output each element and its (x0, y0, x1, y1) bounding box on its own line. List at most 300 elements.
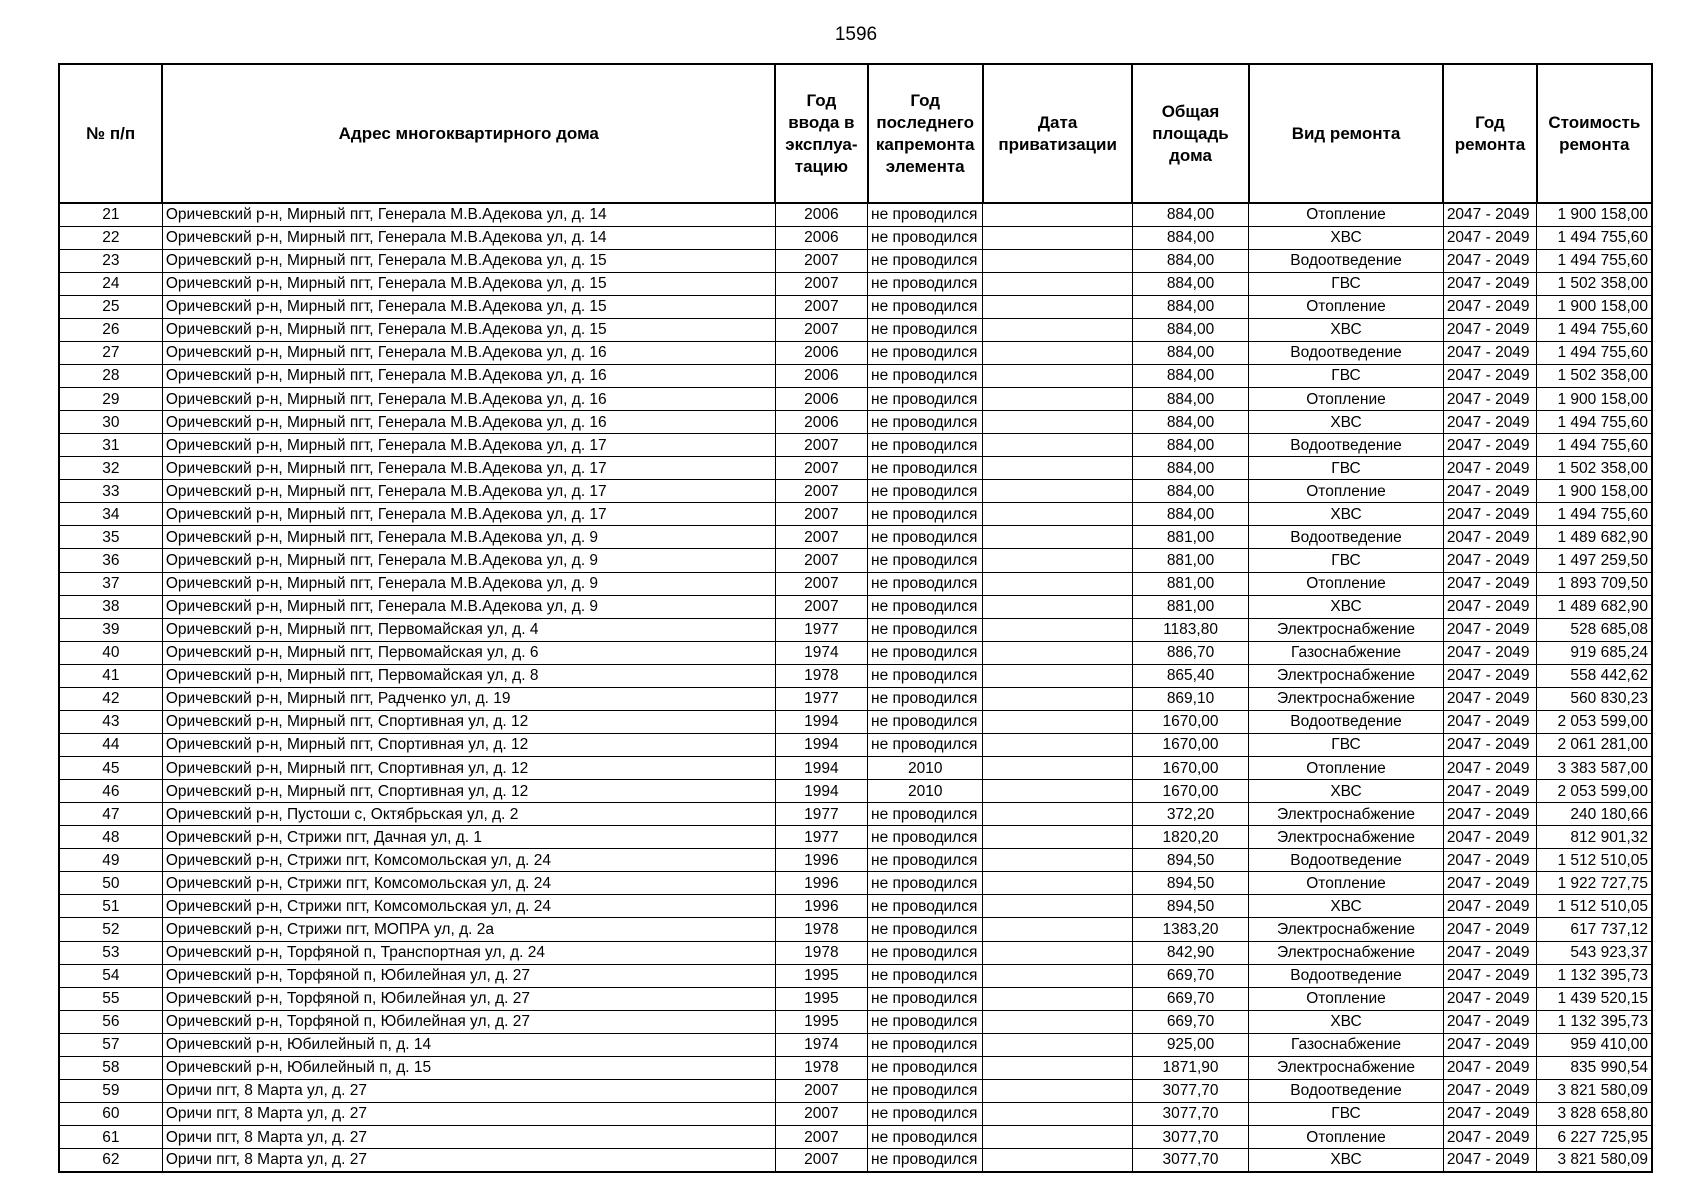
cell-repair-year: 2047 - 2049 (1443, 295, 1536, 318)
cell-cost: 1 494 755,60 (1537, 503, 1652, 526)
cell-repair-type: ХВС (1249, 411, 1444, 434)
cell-repair-year: 2047 - 2049 (1443, 526, 1536, 549)
cell-num: 42 (59, 687, 162, 710)
cell-num: 55 (59, 987, 162, 1010)
cell-repair-year: 2047 - 2049 (1443, 757, 1536, 780)
cell-area: 1670,00 (1132, 733, 1248, 756)
cell-cost: 835 990,54 (1537, 1056, 1652, 1079)
cell-num: 58 (59, 1056, 162, 1079)
table-row (59, 964, 1652, 987)
cell-repair-year: 2047 - 2049 (1443, 595, 1536, 618)
cell-repair-year: 2047 - 2049 (1443, 849, 1536, 872)
cell-address: Оричевский р-н, Стрижи пгт, Комсомольская ул, д. 24 (162, 895, 775, 918)
cell-num: 21 (59, 203, 162, 226)
cell-repair-year: 2047 - 2049 (1443, 826, 1536, 849)
cell-cost: 558 442,62 (1537, 664, 1652, 687)
cell-repair-year: 2047 - 2049 (1443, 388, 1536, 411)
cell-area: 881,00 (1132, 526, 1248, 549)
cell-repair-type: Газоснабжение (1249, 1033, 1444, 1056)
cell-repair-type: Отопление (1249, 987, 1444, 1010)
cell-privatization (983, 1149, 1132, 1172)
table-row (59, 941, 1652, 964)
cell-cost: 3 828 658,80 (1537, 1102, 1652, 1125)
cell-address: Оричевский р-н, Мирный пгт, Генерала М.В.Адекова ул, д. 9 (162, 572, 775, 595)
cell-privatization (983, 434, 1132, 457)
cell-cost: 1 489 682,90 (1537, 595, 1652, 618)
cell-address: Оричевский р-н, Юбилейный п, д. 14 (162, 1033, 775, 1056)
cell-repair-type: Отопление (1249, 480, 1444, 503)
cell-area: 884,00 (1132, 480, 1248, 503)
cell-commission-year: 2007 (775, 1149, 867, 1172)
cell-last-repair: не проводился (868, 549, 983, 572)
cell-num: 51 (59, 895, 162, 918)
cell-last-repair: не проводился (868, 595, 983, 618)
table-row (59, 733, 1652, 756)
cell-last-repair: не проводился (868, 341, 983, 364)
cell-commission-year: 1995 (775, 987, 867, 1010)
cell-repair-type: Отопление (1249, 203, 1444, 226)
cell-address: Оричевский р-н, Пустоши с, Октябрьская ул, д. 2 (162, 803, 775, 826)
cell-repair-year: 2047 - 2049 (1443, 503, 1536, 526)
table-row (59, 849, 1652, 872)
cell-address: Оричевский р-н, Мирный пгт, Первомайская ул, д. 8 (162, 664, 775, 687)
cell-area: 881,00 (1132, 572, 1248, 595)
cell-address: Оричевский р-н, Мирный пгт, Генерала М.В.Адекова ул, д. 16 (162, 411, 775, 434)
cell-repair-year: 2047 - 2049 (1443, 618, 1536, 641)
cell-area: 884,00 (1132, 295, 1248, 318)
cell-privatization (983, 941, 1132, 964)
cell-address: Оричевский р-н, Мирный пгт, Спортивная ул, д. 12 (162, 780, 775, 803)
cell-privatization (983, 733, 1132, 756)
cell-repair-type: ГВС (1249, 1102, 1444, 1125)
cell-area: 925,00 (1132, 1033, 1248, 1056)
cell-repair-type: ХВС (1249, 503, 1444, 526)
table-row (59, 826, 1652, 849)
cell-commission-year: 2007 (775, 272, 867, 295)
cell-address: Оричевский р-н, Юбилейный п, д. 15 (162, 1056, 775, 1079)
cell-commission-year: 1994 (775, 757, 867, 780)
cell-commission-year: 2006 (775, 364, 867, 387)
cell-cost: 6 227 725,95 (1537, 1126, 1652, 1149)
cell-last-repair: не проводился (868, 572, 983, 595)
header-cost: Стоимость ремонта (1537, 64, 1652, 203)
table-row (59, 1010, 1652, 1033)
header-repair-type: Вид ремонта (1249, 64, 1444, 203)
cell-address: Оричи пгт, 8 Марта ул, д. 27 (162, 1126, 775, 1149)
cell-privatization (983, 295, 1132, 318)
cell-repair-type: Отопление (1249, 757, 1444, 780)
cell-area: 884,00 (1132, 318, 1248, 341)
cell-address: Оричевский р-н, Мирный пгт, Генерала М.В.Адекова ул, д. 9 (162, 526, 775, 549)
cell-address: Оричевский р-н, Мирный пгт, Спортивная ул, д. 12 (162, 710, 775, 733)
cell-num: 52 (59, 918, 162, 941)
cell-address: Оричевский р-н, Мирный пгт, Генерала М.В.Адекова ул, д. 9 (162, 549, 775, 572)
cell-cost: 2 053 599,00 (1537, 710, 1652, 733)
cell-privatization (983, 895, 1132, 918)
cell-repair-year: 2047 - 2049 (1443, 710, 1536, 733)
cell-area: 1383,20 (1132, 918, 1248, 941)
cell-cost: 1 893 709,50 (1537, 572, 1652, 595)
cell-address: Оричевский р-н, Мирный пгт, Генерала М.В.Адекова ул, д. 15 (162, 272, 775, 295)
cell-repair-year: 2047 - 2049 (1443, 1056, 1536, 1079)
cell-privatization (983, 388, 1132, 411)
cell-repair-year: 2047 - 2049 (1443, 641, 1536, 664)
cell-num: 56 (59, 1010, 162, 1033)
table-row (59, 572, 1652, 595)
cell-repair-year: 2047 - 2049 (1443, 687, 1536, 710)
cell-commission-year: 1996 (775, 895, 867, 918)
cell-privatization (983, 710, 1132, 733)
cell-area: 881,00 (1132, 549, 1248, 572)
cell-commission-year: 2007 (775, 572, 867, 595)
cell-commission-year: 2006 (775, 341, 867, 364)
cell-area: 881,00 (1132, 595, 1248, 618)
header-address: Адрес многоквартирного дома (162, 64, 775, 203)
cell-cost: 2 053 599,00 (1537, 780, 1652, 803)
cell-last-repair: не проводился (868, 664, 983, 687)
cell-commission-year: 2007 (775, 503, 867, 526)
cell-commission-year: 1994 (775, 710, 867, 733)
cell-repair-year: 2047 - 2049 (1443, 341, 1536, 364)
header-commission-year: Год ввода в эксплуа-тацию (775, 64, 867, 203)
cell-address: Оричевский р-н, Торфяной п, Юбилейная ул, д. 27 (162, 964, 775, 987)
cell-area: 3077,70 (1132, 1149, 1248, 1172)
cell-commission-year: 1996 (775, 849, 867, 872)
table-row (59, 272, 1652, 295)
cell-address: Оричи пгт, 8 Марта ул, д. 27 (162, 1102, 775, 1125)
cell-commission-year: 1995 (775, 964, 867, 987)
cell-repair-year: 2047 - 2049 (1443, 249, 1536, 272)
cell-commission-year: 2006 (775, 411, 867, 434)
cell-repair-type: ХВС (1249, 226, 1444, 249)
cell-cost: 1 502 358,00 (1537, 457, 1652, 480)
cell-num: 34 (59, 503, 162, 526)
cell-num: 60 (59, 1102, 162, 1125)
cell-privatization (983, 1126, 1132, 1149)
cell-area: 884,00 (1132, 457, 1248, 480)
cell-commission-year: 2007 (775, 1079, 867, 1102)
cell-num: 40 (59, 641, 162, 664)
table-row (59, 1102, 1652, 1125)
table-row (59, 710, 1652, 733)
cell-repair-year: 2047 - 2049 (1443, 918, 1536, 941)
cell-last-repair: не проводился (868, 1079, 983, 1102)
cell-address: Оричевский р-н, Мирный пгт, Генерала М.В.Адекова ул, д. 16 (162, 364, 775, 387)
cell-repair-year: 2047 - 2049 (1443, 1033, 1536, 1056)
cell-repair-year: 2047 - 2049 (1443, 203, 1536, 226)
cell-commission-year: 2007 (775, 434, 867, 457)
cell-area: 865,40 (1132, 664, 1248, 687)
cell-repair-type: Электроснабжение (1249, 1056, 1444, 1079)
cell-repair-type: Отопление (1249, 872, 1444, 895)
cell-cost: 1 502 358,00 (1537, 364, 1652, 387)
header-privatization: Дата приватизации (983, 64, 1132, 203)
cell-area: 1670,00 (1132, 780, 1248, 803)
cell-repair-type: Электроснабжение (1249, 918, 1444, 941)
cell-cost: 560 830,23 (1537, 687, 1652, 710)
cell-address: Оричевский р-н, Мирный пгт, Генерала М.В.Адекова ул, д. 14 (162, 203, 775, 226)
cell-area: 1670,00 (1132, 757, 1248, 780)
cell-privatization (983, 664, 1132, 687)
cell-repair-type: ГВС (1249, 549, 1444, 572)
cell-address: Оричевский р-н, Торфяной п, Транспортная ул, д. 24 (162, 941, 775, 964)
cell-cost: 1 494 755,60 (1537, 226, 1652, 249)
cell-commission-year: 1974 (775, 641, 867, 664)
cell-num: 30 (59, 411, 162, 434)
cell-commission-year: 2007 (775, 526, 867, 549)
cell-num: 57 (59, 1033, 162, 1056)
cell-repair-type: Водоотведение (1249, 526, 1444, 549)
cell-repair-type: Водоотведение (1249, 964, 1444, 987)
cell-cost: 543 923,37 (1537, 941, 1652, 964)
table-row (59, 411, 1652, 434)
cell-last-repair: не проводился (868, 480, 983, 503)
cell-area: 884,00 (1132, 388, 1248, 411)
cell-repair-year: 2047 - 2049 (1443, 733, 1536, 756)
cell-area: 884,00 (1132, 341, 1248, 364)
cell-repair-year: 2047 - 2049 (1443, 318, 1536, 341)
cell-privatization (983, 457, 1132, 480)
cell-last-repair: 2010 (868, 780, 983, 803)
cell-last-repair: не проводился (868, 918, 983, 941)
cell-cost: 1 494 755,60 (1537, 318, 1652, 341)
cell-area: 842,90 (1132, 941, 1248, 964)
cell-num: 62 (59, 1149, 162, 1172)
cell-repair-type: Электроснабжение (1249, 941, 1444, 964)
table-row (59, 687, 1652, 710)
cell-last-repair: не проводился (868, 964, 983, 987)
cell-last-repair: не проводился (868, 526, 983, 549)
cell-last-repair: не проводился (868, 1126, 983, 1149)
cell-num: 33 (59, 480, 162, 503)
cell-area: 884,00 (1132, 503, 1248, 526)
cell-last-repair: не проводился (868, 1056, 983, 1079)
cell-address: Оричевский р-н, Мирный пгт, Генерала М.В.Адекова ул, д. 15 (162, 295, 775, 318)
cell-num: 47 (59, 803, 162, 826)
cell-num: 45 (59, 757, 162, 780)
cell-num: 44 (59, 733, 162, 756)
cell-last-repair: не проводился (868, 226, 983, 249)
cell-last-repair: не проводился (868, 872, 983, 895)
cell-num: 23 (59, 249, 162, 272)
cell-last-repair: не проводился (868, 295, 983, 318)
cell-area: 886,70 (1132, 641, 1248, 664)
cell-area: 894,50 (1132, 895, 1248, 918)
cell-num: 31 (59, 434, 162, 457)
cell-cost: 959 410,00 (1537, 1033, 1652, 1056)
cell-repair-year: 2047 - 2049 (1443, 1149, 1536, 1172)
cell-address: Оричевский р-н, Мирный пгт, Генерала М.В.Адекова ул, д. 9 (162, 595, 775, 618)
cell-repair-type: Отопление (1249, 388, 1444, 411)
cell-repair-type: ГВС (1249, 457, 1444, 480)
header-row (59, 64, 1652, 203)
cell-address: Оричевский р-н, Стрижи пгт, Комсомольская ул, д. 24 (162, 872, 775, 895)
cell-cost: 2 061 281,00 (1537, 733, 1652, 756)
cell-last-repair: не проводился (868, 687, 983, 710)
cell-commission-year: 2007 (775, 249, 867, 272)
table-body (59, 203, 1652, 1172)
cell-commission-year: 2006 (775, 203, 867, 226)
cell-privatization (983, 526, 1132, 549)
cell-repair-type: ХВС (1249, 780, 1444, 803)
cell-privatization (983, 595, 1132, 618)
cell-privatization (983, 249, 1132, 272)
cell-repair-year: 2047 - 2049 (1443, 434, 1536, 457)
cell-repair-year: 2047 - 2049 (1443, 272, 1536, 295)
cell-privatization (983, 987, 1132, 1010)
cell-address: Оричевский р-н, Мирный пгт, Генерала М.В.Адекова ул, д. 16 (162, 341, 775, 364)
cell-commission-year: 2007 (775, 595, 867, 618)
cell-repair-year: 2047 - 2049 (1443, 803, 1536, 826)
cell-commission-year: 1974 (775, 1033, 867, 1056)
cell-commission-year: 2007 (775, 295, 867, 318)
cell-repair-type: Электроснабжение (1249, 687, 1444, 710)
table-row (59, 664, 1652, 687)
cell-last-repair: не проводился (868, 318, 983, 341)
cell-last-repair: не проводился (868, 895, 983, 918)
cell-address: Оричевский р-н, Мирный пгт, Генерала М.В.Адекова ул, д. 17 (162, 457, 775, 480)
cell-area: 1183,80 (1132, 618, 1248, 641)
cell-cost: 1 494 755,60 (1537, 249, 1652, 272)
table-row (59, 918, 1652, 941)
cell-commission-year: 2007 (775, 549, 867, 572)
cell-num: 35 (59, 526, 162, 549)
cell-privatization (983, 757, 1132, 780)
cell-cost: 240 180,66 (1537, 803, 1652, 826)
cell-repair-type: ХВС (1249, 318, 1444, 341)
cell-commission-year: 1978 (775, 941, 867, 964)
cell-repair-type: ХВС (1249, 595, 1444, 618)
cell-num: 50 (59, 872, 162, 895)
cell-repair-type: Водоотведение (1249, 1079, 1444, 1102)
cell-last-repair: не проводился (868, 272, 983, 295)
cell-privatization (983, 1010, 1132, 1033)
cell-cost: 528 685,08 (1537, 618, 1652, 641)
cell-cost: 1 502 358,00 (1537, 272, 1652, 295)
cell-num: 48 (59, 826, 162, 849)
table-row (59, 295, 1652, 318)
cell-address: Оричевский р-н, Стрижи пгт, Дачная ул, д. 1 (162, 826, 775, 849)
cell-privatization (983, 341, 1132, 364)
cell-repair-type: Газоснабжение (1249, 641, 1444, 664)
cell-area: 1871,90 (1132, 1056, 1248, 1079)
table-row (59, 595, 1652, 618)
cell-privatization (983, 480, 1132, 503)
cell-address: Оричевский р-н, Мирный пгт, Генерала М.В.Адекова ул, д. 16 (162, 388, 775, 411)
cell-area: 884,00 (1132, 411, 1248, 434)
table-row (59, 526, 1652, 549)
cell-area: 884,00 (1132, 249, 1248, 272)
cell-privatization (983, 318, 1132, 341)
cell-privatization (983, 411, 1132, 434)
cell-commission-year: 1977 (775, 618, 867, 641)
cell-privatization (983, 641, 1132, 664)
cell-num: 32 (59, 457, 162, 480)
cell-num: 49 (59, 849, 162, 872)
cell-cost: 1 512 510,05 (1537, 895, 1652, 918)
cell-repair-type: Водоотведение (1249, 341, 1444, 364)
cell-repair-year: 2047 - 2049 (1443, 480, 1536, 503)
table-row (59, 341, 1652, 364)
cell-commission-year: 1994 (775, 780, 867, 803)
table-row (59, 226, 1652, 249)
cell-last-repair: не проводился (868, 503, 983, 526)
cell-cost: 3 821 580,09 (1537, 1079, 1652, 1102)
table-row (59, 549, 1652, 572)
cell-last-repair: не проводился (868, 987, 983, 1010)
cell-num: 22 (59, 226, 162, 249)
cell-privatization (983, 872, 1132, 895)
cell-num: 27 (59, 341, 162, 364)
cell-last-repair: не проводился (868, 1149, 983, 1172)
cell-area: 884,00 (1132, 226, 1248, 249)
cell-cost: 1 132 395,73 (1537, 1010, 1652, 1033)
cell-last-repair: не проводился (868, 733, 983, 756)
cell-address: Оричевский р-н, Мирный пгт, Генерала М.В.Адекова ул, д. 17 (162, 434, 775, 457)
cell-area: 1820,20 (1132, 826, 1248, 849)
cell-repair-type: Электроснабжение (1249, 664, 1444, 687)
cell-repair-type: ХВС (1249, 1010, 1444, 1033)
cell-commission-year: 2007 (775, 457, 867, 480)
cell-repair-type: Отопление (1249, 295, 1444, 318)
cell-address: Оричевский р-н, Мирный пгт, Радченко ул, д. 19 (162, 687, 775, 710)
cell-commission-year: 1977 (775, 803, 867, 826)
cell-area: 669,70 (1132, 1010, 1248, 1033)
cell-area: 894,50 (1132, 849, 1248, 872)
cell-last-repair: не проводился (868, 203, 983, 226)
cell-repair-year: 2047 - 2049 (1443, 457, 1536, 480)
cell-last-repair: не проводился (868, 1010, 983, 1033)
cell-privatization (983, 826, 1132, 849)
table-row (59, 872, 1652, 895)
cell-last-repair: не проводился (868, 618, 983, 641)
cell-address: Оричевский р-н, Торфяной п, Юбилейная ул, д. 27 (162, 987, 775, 1010)
cell-num: 53 (59, 941, 162, 964)
table-row (59, 480, 1652, 503)
cell-area: 894,50 (1132, 872, 1248, 895)
cell-address: Оричевский р-н, Мирный пгт, Первомайская ул, д. 4 (162, 618, 775, 641)
cell-num: 26 (59, 318, 162, 341)
cell-address: Оричевский р-н, Мирный пгт, Первомайская ул, д. 6 (162, 641, 775, 664)
cell-address: Оричевский р-н, Мирный пгт, Генерала М.В.Адекова ул, д. 15 (162, 318, 775, 341)
header-num: № п/п (59, 64, 162, 203)
table-row (59, 457, 1652, 480)
cell-num: 61 (59, 1126, 162, 1149)
cell-repair-year: 2047 - 2049 (1443, 411, 1536, 434)
cell-address: Оричи пгт, 8 Марта ул, д. 27 (162, 1149, 775, 1172)
cell-repair-year: 2047 - 2049 (1443, 1079, 1536, 1102)
cell-repair-year: 2047 - 2049 (1443, 780, 1536, 803)
table-row (59, 1079, 1652, 1102)
header-last-repair: Год последнего капремонта элемента (868, 64, 983, 203)
cell-repair-year: 2047 - 2049 (1443, 664, 1536, 687)
cell-privatization (983, 226, 1132, 249)
cell-repair-type: ГВС (1249, 733, 1444, 756)
cell-last-repair: не проводился (868, 434, 983, 457)
cell-cost: 812 901,32 (1537, 826, 1652, 849)
table-row (59, 318, 1652, 341)
cell-repair-type: Электроснабжение (1249, 826, 1444, 849)
cell-last-repair: не проводился (868, 388, 983, 411)
cell-area: 669,70 (1132, 964, 1248, 987)
cell-area: 372,20 (1132, 803, 1248, 826)
table-row (59, 780, 1652, 803)
cell-address: Оричевский р-н, Мирный пгт, Спортивная ул, д. 12 (162, 757, 775, 780)
table-row (59, 641, 1652, 664)
cell-area: 884,00 (1132, 203, 1248, 226)
cell-address: Оричи пгт, 8 Марта ул, д. 27 (162, 1079, 775, 1102)
cell-commission-year: 2007 (775, 1126, 867, 1149)
